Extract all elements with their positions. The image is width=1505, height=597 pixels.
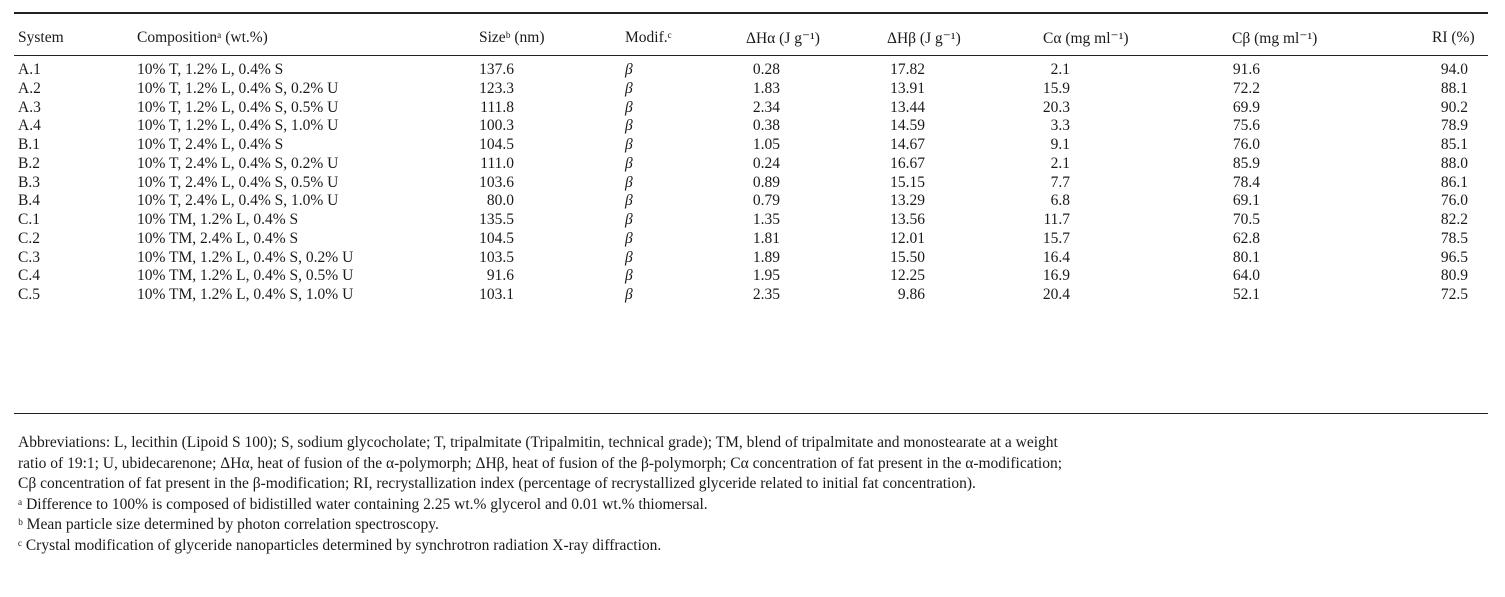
- cell-ca: 3.3: [1050, 117, 1070, 135]
- header-composition: Compositionᵃ (wt.%): [137, 29, 268, 46]
- cell-system: C.3: [18, 248, 40, 266]
- cell-modif: β: [625, 229, 633, 247]
- cell-dha: 1.89: [752, 248, 780, 266]
- cell-system: A.3: [18, 98, 41, 116]
- cell-dhb: 15.15: [890, 173, 925, 191]
- header-cb: Cβ (mg ml⁻¹): [1232, 30, 1318, 47]
- cell-cb: 91.6: [1232, 61, 1260, 78]
- table-footnotes: [18, 433, 1493, 556]
- cell-size: 80.0: [486, 192, 514, 210]
- abbreviations-line-2: ratio of 19:1; U, ubidecarenone; ΔHα, heat of fusion of the α-polymorph; ΔHβ, heat of fusion of the β-polymorph; Cα concentration of fat present in the α-modification;: [18, 454, 1063, 472]
- cell-composition: 10% TM, 2.4% L, 0.4% S: [137, 229, 299, 247]
- cell-modif: β: [625, 248, 633, 266]
- cell-size: 135.5: [479, 211, 514, 228]
- cell-composition: 10% TM, 1.2% L, 0.4% S, 0.2% U: [137, 248, 354, 266]
- cell-system: B.2: [18, 154, 40, 172]
- cell-ca: 20.4: [1042, 286, 1070, 303]
- table-row: [0, 286, 1505, 305]
- table-row: [0, 211, 1505, 230]
- cell-ri: 85.1: [1440, 136, 1468, 153]
- cell-size: 104.5: [479, 136, 514, 153]
- cell-dhb: 13.29: [890, 192, 925, 210]
- header-modif: Modif.ᶜ: [625, 29, 672, 46]
- table-row: [0, 155, 1505, 174]
- footnote-c: ᶜ Crystal modification of glyceride nanoparticles determined by synchrotron radiation X-ray diffraction.: [18, 536, 662, 554]
- cell-ri: 96.5: [1440, 248, 1468, 266]
- table-bottom-rule: [14, 413, 1488, 414]
- cell-modif: β: [625, 173, 633, 191]
- cell-modif: β: [625, 286, 633, 303]
- cell-ca: 6.8: [1050, 192, 1070, 210]
- cell-modif: β: [625, 154, 633, 172]
- cell-ca: 2.1: [1050, 154, 1070, 172]
- cell-system: A.4: [18, 117, 41, 135]
- cell-dhb: 16.67: [890, 154, 925, 172]
- table-row: [0, 99, 1505, 118]
- cell-system: A.1: [18, 61, 41, 78]
- cell-ca: 16.4: [1042, 248, 1070, 266]
- cell-ca: 9.1: [1050, 136, 1070, 153]
- cell-ri: 90.2: [1440, 98, 1468, 116]
- cell-size: 137.6: [479, 61, 514, 78]
- cell-cb: 69.1: [1232, 192, 1260, 210]
- table-row: [0, 174, 1505, 193]
- cell-ca: 7.7: [1050, 173, 1070, 191]
- cell-composition: 10% TM, 1.2% L, 0.4% S, 0.5% U: [137, 267, 354, 285]
- cell-dhb: 12.01: [890, 229, 925, 247]
- cell-ri: 72.5: [1440, 286, 1468, 303]
- cell-ca: 20.3: [1042, 98, 1070, 116]
- cell-size: 91.6: [486, 267, 514, 285]
- cell-ca: 15.9: [1042, 79, 1070, 97]
- cell-system: C.2: [18, 229, 40, 247]
- cell-dha: 1.83: [752, 79, 780, 97]
- cell-cb: 69.9: [1232, 98, 1260, 116]
- cell-modif: β: [625, 136, 633, 153]
- header-dha: ΔHα (J g⁻¹): [746, 30, 820, 47]
- cell-ri: 78.9: [1440, 117, 1468, 135]
- cell-cb: 62.8: [1232, 229, 1260, 247]
- cell-cb: 75.6: [1232, 117, 1260, 135]
- cell-size: 111.8: [480, 98, 514, 116]
- cell-modif: β: [625, 79, 633, 97]
- cell-size: 103.6: [479, 173, 514, 191]
- cell-size: 103.1: [479, 286, 514, 303]
- table-row: [0, 267, 1505, 286]
- cell-ri: 80.9: [1440, 267, 1468, 285]
- footnote-a: ᵃ Difference to 100% is composed of bidistilled water containing 2.25 wt.% glycerol and 0.01 wt.% thiomersal.: [18, 495, 708, 513]
- cell-system: C.1: [18, 211, 40, 228]
- cell-modif: β: [625, 211, 633, 228]
- cell-size: 111.0: [480, 154, 514, 172]
- cell-composition: 10% T, 1.2% L, 0.4% S, 0.2% U: [137, 79, 339, 97]
- cell-dha: 1.81: [752, 229, 780, 247]
- cell-size: 123.3: [479, 79, 514, 97]
- cell-dha: 0.79: [752, 192, 780, 210]
- cell-composition: 10% T, 2.4% L, 0.4% S, 0.2% U: [137, 154, 339, 172]
- cell-cb: 85.9: [1232, 154, 1260, 172]
- table-top-rule: [14, 12, 1488, 14]
- cell-dhb: 13.56: [890, 211, 925, 228]
- table-row: [0, 192, 1505, 211]
- footnote-b: ᵇ Mean particle size determined by photon correlation spectroscopy.: [18, 516, 439, 533]
- cell-modif: β: [625, 117, 633, 135]
- cell-ri: 78.5: [1440, 229, 1468, 247]
- cell-ri: 76.0: [1440, 192, 1468, 210]
- cell-modif: β: [625, 98, 633, 116]
- cell-dha: 0.38: [752, 117, 780, 135]
- cell-ri: 88.0: [1440, 154, 1468, 172]
- table-header-rule: [14, 55, 1488, 56]
- cell-composition: 10% TM, 1.2% L, 0.4% S: [137, 211, 299, 228]
- cell-dha: 1.05: [752, 136, 780, 153]
- cell-cb: 78.4: [1232, 173, 1260, 191]
- cell-dhb: 9.86: [897, 286, 925, 303]
- cell-modif: β: [625, 61, 633, 78]
- cell-dha: 0.24: [752, 154, 780, 172]
- cell-composition: 10% TM, 1.2% L, 0.4% S, 1.0% U: [137, 286, 354, 303]
- cell-ri: 82.2: [1440, 211, 1468, 228]
- cell-ri: 86.1: [1440, 173, 1468, 191]
- cell-dhb: 14.59: [890, 117, 925, 135]
- cell-dha: 0.89: [752, 173, 780, 191]
- cell-ca: 16.9: [1042, 267, 1070, 285]
- cell-ca: 2.1: [1050, 61, 1070, 78]
- abbreviations-line-3: Cβ concentration of fat present in the β-modification; RI, recrystallization index (percentage of recrystallized glyceride related to initial fat concentration).: [18, 475, 976, 492]
- cell-ri: 88.1: [1440, 79, 1468, 97]
- cell-cb: 76.0: [1232, 136, 1260, 153]
- cell-cb: 72.2: [1232, 79, 1260, 97]
- cell-dhb: 17.82: [890, 61, 925, 78]
- cell-ca: 15.7: [1042, 229, 1070, 247]
- cell-dha: 0.28: [752, 61, 780, 78]
- cell-cb: 70.5: [1232, 211, 1260, 228]
- cell-system: C.5: [18, 286, 40, 303]
- abbreviations-line-1: Abbreviations: L, lecithin (Lipoid S 100); S, sodium glycocholate; T, tripalmitate (Tripalmitin, technical grade); TM, blend of tripalmitate and monostearate at a weight: [18, 434, 1058, 451]
- cell-size: 103.5: [479, 248, 514, 266]
- cell-system: B.4: [18, 192, 40, 210]
- cell-composition: 10% T, 2.4% L, 0.4% S: [137, 136, 284, 153]
- cell-dha: 2.35: [752, 286, 780, 303]
- header-ca: Cα (mg ml⁻¹): [1043, 30, 1129, 47]
- cell-dha: 1.95: [752, 267, 780, 285]
- cell-dhb: 13.44: [890, 98, 925, 116]
- cell-modif: β: [625, 192, 633, 210]
- header-dhb: ΔHβ (J g⁻¹): [887, 30, 961, 47]
- table-row: [0, 249, 1505, 268]
- cell-cb: 64.0: [1232, 267, 1260, 285]
- table-row: [0, 230, 1505, 249]
- table-row: [0, 80, 1505, 99]
- header-size: Sizeᵇ (nm): [479, 29, 545, 46]
- header-ri: RI (%): [1432, 29, 1475, 46]
- cell-size: 104.5: [479, 229, 514, 247]
- cell-ca: 11.7: [1043, 211, 1070, 228]
- cell-ri: 94.0: [1440, 61, 1468, 78]
- cell-modif: β: [625, 267, 633, 285]
- cell-composition: 10% T, 2.4% L, 0.4% S, 1.0% U: [137, 192, 339, 210]
- table-row: [0, 61, 1505, 80]
- cell-size: 100.3: [479, 117, 514, 135]
- cell-dha: 2.34: [752, 98, 780, 116]
- cell-dhb: 15.50: [890, 248, 925, 266]
- cell-system: B.1: [18, 136, 40, 153]
- cell-cb: 80.1: [1232, 248, 1260, 266]
- cell-composition: 10% T, 2.4% L, 0.4% S, 0.5% U: [137, 173, 339, 191]
- table-row: [0, 136, 1505, 155]
- cell-cb: 52.1: [1232, 286, 1260, 303]
- cell-dha: 1.35: [752, 211, 780, 228]
- cell-dhb: 12.25: [890, 267, 925, 285]
- cell-system: C.4: [18, 267, 40, 285]
- cell-system: B.3: [18, 173, 40, 191]
- cell-composition: 10% T, 1.2% L, 0.4% S, 1.0% U: [137, 117, 339, 135]
- cell-dhb: 14.67: [890, 136, 925, 153]
- cell-composition: 10% T, 1.2% L, 0.4% S, 0.5% U: [137, 98, 339, 116]
- table-header: [0, 29, 1505, 48]
- cell-system: A.2: [18, 79, 41, 97]
- cell-dhb: 13.91: [890, 79, 925, 97]
- table-row: [0, 117, 1505, 136]
- header-system: System: [18, 29, 64, 46]
- cell-composition: 10% T, 1.2% L, 0.4% S: [137, 61, 284, 78]
